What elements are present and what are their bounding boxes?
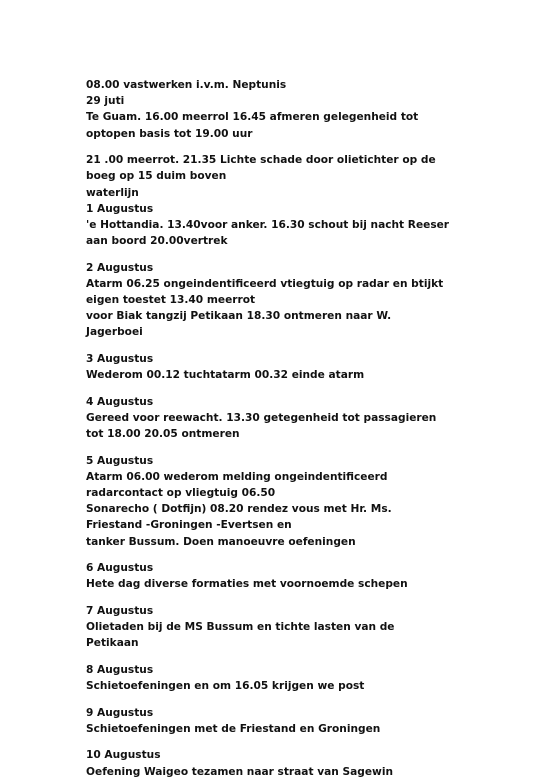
text-line: Atarm 06.25 ongeindentificeerd vtiegtuig op radar en btijkt <box>86 277 444 290</box>
entry-block <box>86 747 526 779</box>
text-line: voor Biak tangzij Petikaan 18.30 ontmeren naar W. <box>86 310 392 323</box>
entry-block <box>86 560 526 592</box>
date-heading: 5 Augustus <box>86 454 154 467</box>
paragraph-gap <box>86 341 526 351</box>
paragraph-gap <box>86 249 526 259</box>
entry-block <box>86 77 526 142</box>
entry-block <box>86 705 526 737</box>
text-line: radarcontact op vliegtuig 06.50 <box>86 487 276 500</box>
text-line: tot 18.00 20.05 ontmeren <box>86 428 240 441</box>
text-line: Petikaan <box>86 637 139 650</box>
date-heading: 10 Augustus <box>86 749 161 762</box>
date-heading: 4 Augustus <box>86 395 154 408</box>
entry-block <box>86 453 526 550</box>
date-heading: 6 Augustus <box>86 562 154 575</box>
date-heading: 9 Augustus <box>86 706 154 719</box>
text-line: boeg op 15 duim boven <box>86 170 227 183</box>
text-line: 21 .00 meerrot. 21.35 Lichte schade door olietichter op de <box>86 154 436 167</box>
log-text <box>86 77 526 780</box>
text-line: Atarm 06.00 wederom melding ongeindentificeerd <box>86 470 388 483</box>
text-line: 08.00 vastwerken i.v.m. Neptunis <box>86 79 287 91</box>
paragraph-gap <box>86 142 526 152</box>
text-line: eigen toestet 13.40 meerrot <box>86 294 256 307</box>
date-heading: 8 Augustus <box>86 663 154 676</box>
entry-block <box>86 662 526 694</box>
text-line: Hete dag diverse formaties met voornoemde schepen <box>86 578 408 591</box>
text-line: Jagerboei <box>86 326 143 339</box>
paragraph-gap <box>86 694 526 704</box>
text-line: Te Guam. 16.00 meerrol 16.45 afmeren gelegenheid tot <box>86 111 419 124</box>
entry-block <box>86 260 526 341</box>
text-line: Friestand -Groningen -Evertsen en <box>86 519 292 532</box>
text-line: Schietoefeningen met de Friestand en Groningen <box>86 722 381 735</box>
entry-block <box>86 394 526 443</box>
date-heading: 1 Augustus <box>86 202 154 215</box>
entry-block <box>86 603 526 652</box>
text-line: Olietaden bij de MS Bussum en tichte lasten van de <box>86 621 395 634</box>
paragraph-gap <box>86 442 526 452</box>
text-line: Sonarecho ( Dotfijn) 08.20 rendez vous met Hr. Ms. <box>86 503 392 516</box>
text-line: Oefening Waigeo tezamen naar straat van Sagewin <box>86 765 393 778</box>
entry-block <box>86 152 526 249</box>
entry-block <box>86 351 526 383</box>
text-line: 'e Hottandia. 13.40voor anker. 16.30 schout bij nacht Reeser <box>86 218 450 231</box>
date-heading: 3 Augustus <box>86 352 154 365</box>
paragraph-gap <box>86 737 526 747</box>
text-line: optopen basis tot 19.00 uur <box>86 127 253 140</box>
date-heading: 7 Augustus <box>86 604 154 617</box>
text-line: Gereed voor reewacht. 13.30 getegenheid tot passagieren <box>86 411 437 424</box>
paragraph-gap <box>86 550 526 560</box>
date-heading: 2 Augustus <box>86 261 154 274</box>
text-line: Schietoefeningen en om 16.05 krijgen we post <box>86 680 365 693</box>
text-line: Wederom 00.12 tuchtatarm 00.32 einde atarm <box>86 369 365 382</box>
text-line: tanker Bussum. Doen manoeuvre oefeningen <box>86 535 356 548</box>
text-line: 29 juti <box>86 95 125 108</box>
text-line: waterlijn <box>86 186 139 199</box>
paragraph-gap <box>86 652 526 662</box>
paragraph-gap <box>86 593 526 603</box>
text-line: aan boord 20.00vertrek <box>86 235 228 248</box>
paragraph-gap <box>86 383 526 393</box>
